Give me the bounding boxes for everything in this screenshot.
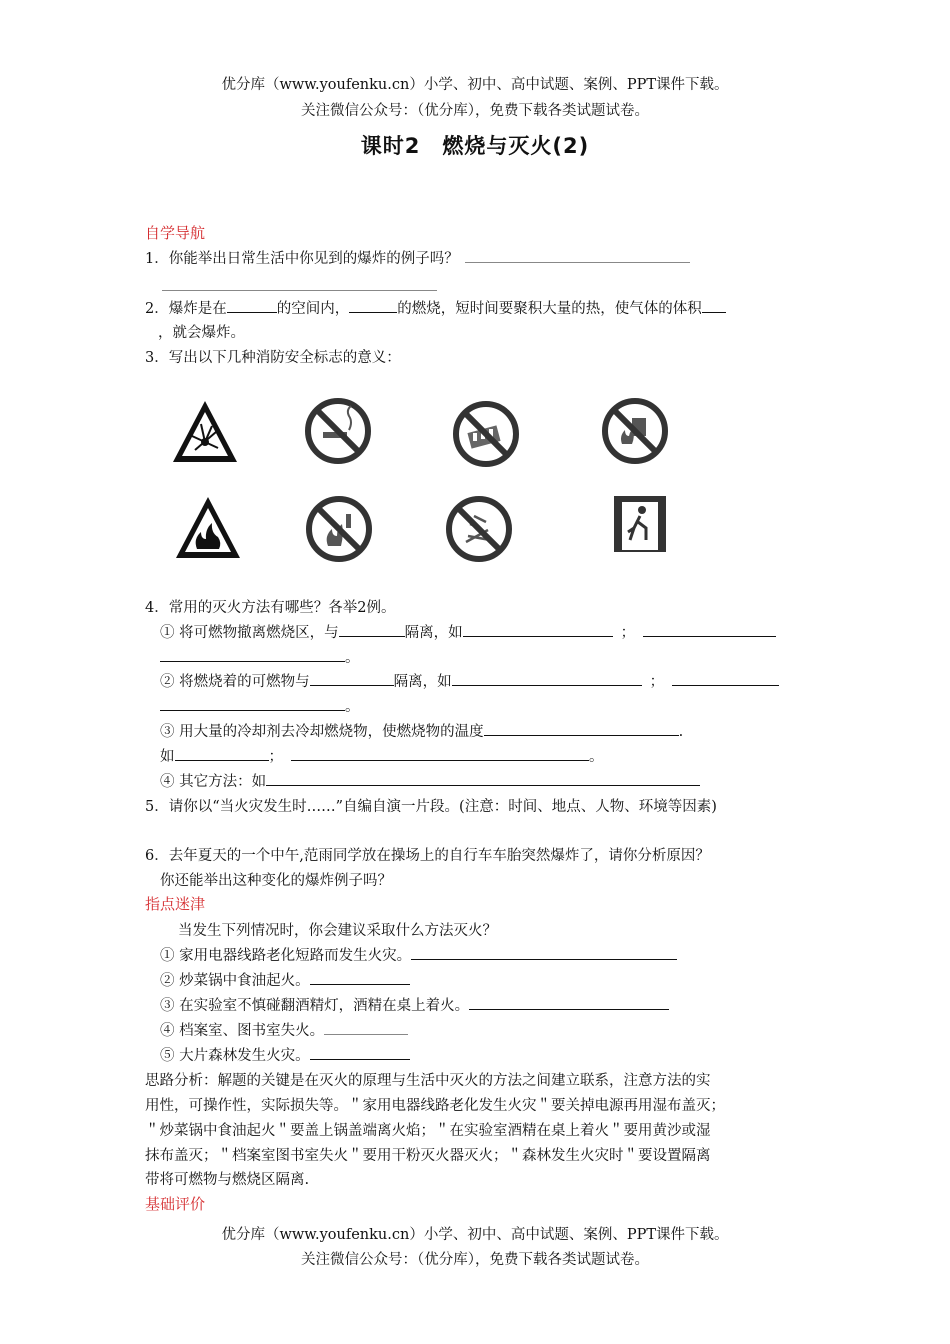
answer-blank[interactable] xyxy=(310,1045,410,1060)
header-line-1: 优分库（www.youfenku.cn）小学、初中、高中试题、案例、PPT课件下载。 xyxy=(221,77,729,93)
question-3: 3．写出以下几种消防安全标志的意义： xyxy=(145,350,401,366)
answer-blank[interactable] xyxy=(702,298,726,313)
q4-2-text-b: 隔离，如 xyxy=(393,674,452,690)
period: 。 xyxy=(589,749,604,765)
guide-item-5 xyxy=(160,1044,410,1065)
section-basic-eval: 基础评价 xyxy=(145,1195,206,1213)
q4-3-text-a: ③ 用大量的冷却剂去冷却燃烧物，使燃烧物的温度 xyxy=(160,724,484,740)
answer-blank[interactable] xyxy=(266,771,700,786)
no-open-flame-icon xyxy=(304,494,374,564)
guide-item-text: ① 家用电器线路老化短路而发生火灾。 xyxy=(160,948,412,964)
answer-blank[interactable] xyxy=(310,970,410,985)
answer-blank[interactable] xyxy=(465,248,690,263)
answer-blank[interactable] xyxy=(411,945,677,960)
question-5: 5．请你以“当火灾发生时……”自编自演一片段。(注意：时间、地点、人物、环境等因素) xyxy=(145,799,717,815)
analysis-line-3: ＂炒菜锅中食油起火＂要盖上锅盖端离火焰；＂在实验室酒精在桌上着火＂要用黄沙或湿 xyxy=(145,1123,711,1139)
q2-text-a: 2．爆炸是在 xyxy=(145,301,227,317)
question-4-2 xyxy=(160,670,779,691)
guide-item-3 xyxy=(160,994,669,1015)
answer-blank[interactable] xyxy=(469,995,669,1010)
period: 。 xyxy=(345,650,360,666)
q2-text-c: 的燃烧，短时间要聚积大量的热，使气体的体积 xyxy=(397,301,702,317)
answer-blank[interactable] xyxy=(672,671,779,686)
question-4-3 xyxy=(160,720,683,741)
question-4-2b xyxy=(160,695,360,716)
footer-line-1: 优分库（www.youfenku.cn）小学、初中、高中试题、案例、PPT课件下载。 xyxy=(221,1227,729,1243)
question-1 xyxy=(145,247,690,268)
analysis-line-5: 带将可燃物与燃烧区隔离. xyxy=(145,1172,310,1188)
question-4-3b xyxy=(160,745,604,766)
analysis-line-4: 抹布盖灭；＂档案室图书室失火＂要用干粉灭火器灭火；＂森林发生火灾时＂要设置隔离 xyxy=(145,1148,711,1164)
answer-blank[interactable] xyxy=(339,622,405,637)
answer-blank[interactable] xyxy=(349,298,397,313)
answer-blank[interactable] xyxy=(310,671,394,686)
guide-item-1 xyxy=(160,944,677,965)
period: 。 xyxy=(345,699,360,715)
guide-item-4 xyxy=(160,1019,408,1040)
answer-blank[interactable] xyxy=(324,1020,408,1035)
question-6a: 6．去年夏天的一个中午,范雨同学放在操场上的自行车车胎突然爆炸了，请你分析原因？ xyxy=(145,848,710,864)
question-4-1b xyxy=(160,646,360,667)
analysis-line-2: 用性，可操作性，实际损失等。＂家用电器线路老化发生火灾＂要关掉电源再用湿布盖灭； xyxy=(145,1098,725,1114)
guide-item-text: ⑤ 大片森林发生火灾。 xyxy=(160,1048,310,1064)
emergency-exit-icon xyxy=(612,494,668,554)
answer-blank[interactable] xyxy=(452,671,642,686)
q2-text-b: 的空间内， xyxy=(276,301,350,317)
semicolon: ； xyxy=(649,674,665,690)
answer-blank[interactable] xyxy=(463,622,613,637)
guide-item-text: ④ 档案室、图书室失火。 xyxy=(160,1023,325,1039)
q4-1-text-b: 隔离，如 xyxy=(404,625,463,641)
answer-blank[interactable] xyxy=(643,622,776,637)
section-self-study: 自学导航 xyxy=(145,224,206,242)
no-smoking-icon xyxy=(303,396,373,466)
question-4: 4．常用的灭火方法有哪些？各举2例。 xyxy=(145,600,396,616)
q4-3-text-b: 如 xyxy=(160,749,175,765)
header-line-2: 关注微信公众号：（优分库），免费下载各类试题试卷。 xyxy=(301,103,649,119)
guide-item-text: ② 炒菜锅中食油起火。 xyxy=(160,973,310,989)
question-4-1 xyxy=(160,621,776,642)
semicolon: ； xyxy=(620,625,636,641)
analysis-line-1: 思路分析：解题的关键是在灭火的原理与生活中灭火的方法之间建立联系，注意方法的实 xyxy=(145,1073,711,1089)
answer-blank[interactable] xyxy=(160,647,345,662)
answer-blank[interactable] xyxy=(160,696,345,711)
answer-blank-1b[interactable] xyxy=(162,276,437,295)
question-2 xyxy=(145,297,726,318)
guide-item-text: ③ 在实验室不慎碰翻酒精灯，酒精在桌上着火。 xyxy=(160,998,470,1014)
guide-item-2 xyxy=(160,969,410,990)
q4-2-text-a: ② 将燃烧着的可燃物与 xyxy=(160,674,310,690)
q4-4-text: ④ 其它方法：如 xyxy=(160,774,267,790)
no-burning-icon xyxy=(444,494,514,564)
dot: . xyxy=(678,724,684,740)
explosive-warning-icon xyxy=(170,398,240,468)
footer-line-2: 关注微信公众号：（优分库），免费下载各类试题试卷。 xyxy=(301,1252,649,1268)
section-guide: 指点迷津 xyxy=(145,895,206,913)
no-fireworks-icon xyxy=(451,399,521,469)
question-4-4 xyxy=(160,770,700,791)
answer-blank[interactable] xyxy=(227,298,277,313)
page-title: 课时2 燃烧与灭火(2) xyxy=(360,134,590,158)
flammable-warning-icon xyxy=(173,494,243,564)
semicolon: ； xyxy=(268,749,283,765)
answer-blank[interactable] xyxy=(175,746,269,761)
no-flammable-icon xyxy=(600,396,670,466)
guide-intro: 当发生下列情况时，你会建议采取什么方法灭火？ xyxy=(178,923,497,939)
q4-1-text-a: ① 将可燃物撤离燃烧区，与 xyxy=(160,625,339,641)
q2-text-d: ，就会爆炸。 xyxy=(158,325,245,341)
question-6b: 你还能举出这种变化的爆炸例子吗？ xyxy=(160,873,392,889)
question-1-text: 1．你能举出日常生活中你见到的爆炸的例子吗？ xyxy=(145,251,459,267)
answer-blank[interactable] xyxy=(291,746,589,761)
answer-blank[interactable] xyxy=(484,721,679,736)
